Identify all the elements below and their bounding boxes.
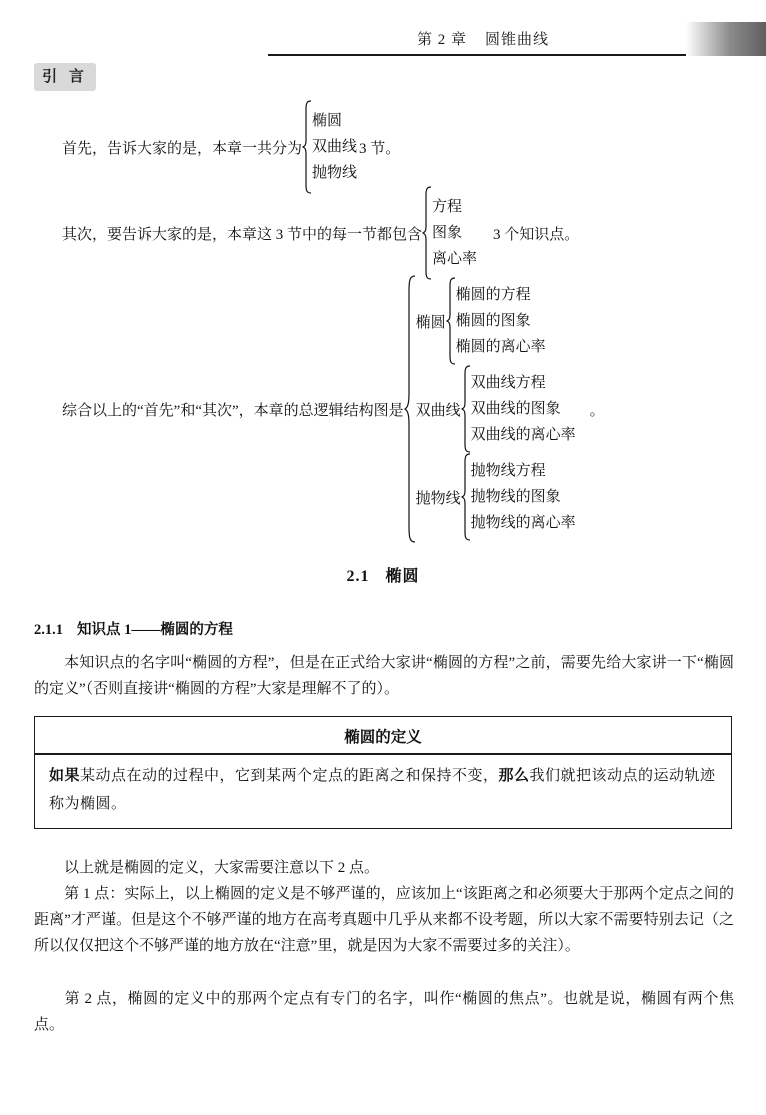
list-item: 椭圆的图象 — [455, 313, 531, 329]
definition-body-end: 我们就把该动点的运动轨迹称为椭圆。 — [49, 767, 716, 812]
list-item: 椭圆的方程 — [455, 287, 531, 303]
intro-line-1-tail: 3 节。 — [359, 140, 401, 157]
group-hyperbola-label: 双曲线 — [415, 402, 461, 419]
subsection-number: 2.1.1 — [34, 622, 63, 638]
definition-keyword-if: 如果 — [49, 767, 81, 784]
paragraph-2-text: 以上就是椭圆的定义，大家需要注意以下 2 点。 — [64, 860, 380, 876]
intro-line-3-groups — [416, 277, 576, 541]
group-parabola — [416, 453, 576, 541]
intro-line-2-items — [432, 194, 477, 272]
paragraph-2 — [34, 855, 734, 881]
intro-line-3 — [62, 275, 605, 543]
list-item: 离心率 — [432, 251, 478, 267]
definition-keyword-then: 那么 — [498, 767, 530, 784]
list-item: 抛物线方程 — [470, 463, 546, 479]
intro-line-1-items — [312, 108, 357, 186]
subsection-name: 知识点 1——椭圆的方程 — [77, 622, 233, 638]
intro-line-2-lead: 其次，要告诉大家的是，本章这 3 节中的每一节都包含 — [62, 226, 423, 243]
paragraph-3 — [34, 881, 734, 959]
list-item: 双曲线方程 — [470, 375, 546, 391]
brace-icon — [461, 453, 471, 541]
list-item: 椭圆的离心率 — [455, 339, 546, 355]
paragraph-3-text: 第 1 点：实际上，以上椭圆的定义是不够严谨的，应该加上“该距离之和必须要大于那两个定点之间的距离”才严谨。但是这个不够严谨的地方在高考真题中几乎从来都不设考题，所以大家不需要特别去记（之所以仅仅把这个不够严谨的地方放在“注意”里，就是因为大家不需要过多的关注）。 — [34, 886, 734, 954]
section-heading — [0, 563, 766, 586]
intro-line-1 — [62, 100, 400, 194]
list-item: 图象 — [432, 225, 463, 241]
group-parabola-label: 抛物线 — [415, 490, 461, 507]
intro-tag: 引 言 — [34, 63, 96, 91]
paragraph-1 — [34, 650, 734, 702]
definition-body-mid: 某动点在动的过程中，它到某两个定点的距离之和保持不变， — [80, 767, 499, 784]
list-item: 方程 — [432, 199, 463, 215]
list-item: 双曲线 — [312, 139, 358, 155]
section-name: 椭圆 — [385, 568, 420, 585]
intro-line-2-tail: 3 个知识点。 — [493, 226, 580, 243]
paragraph-1-text: 本知识点的名字叫“椭圆的方程”，但是在正式给大家讲“椭圆的方程”之前，需要先给大家讲一下“椭圆的定义”（否则直接讲“椭圆的方程”大家是理解不了的）。 — [34, 655, 734, 697]
group-hyperbola-items — [471, 370, 576, 448]
group-parabola-items — [471, 458, 576, 536]
header-chapter-name: 圆锥曲线 — [485, 32, 550, 48]
definition-title: 椭圆的定义 — [344, 729, 422, 746]
section-number: 2.1 — [346, 568, 370, 585]
subsection-heading — [34, 618, 233, 639]
list-item: 双曲线的图象 — [470, 401, 561, 417]
intro-line-2 — [62, 186, 579, 280]
brace-icon — [422, 186, 432, 280]
list-item: 双曲线的离心率 — [470, 427, 576, 443]
list-item: 抛物线的离心率 — [470, 515, 576, 531]
group-hyperbola — [416, 365, 576, 453]
group-ellipse — [416, 277, 576, 365]
header-rule — [268, 54, 698, 56]
header-chapter-title — [268, 28, 698, 49]
paragraph-4-text: 第 2 点，椭圆的定义中的那两个定点有专门的名字，叫作“椭圆的焦点”。也就是说，椭圆有两个焦点。 — [34, 991, 734, 1033]
list-item: 抛物线 — [312, 165, 358, 181]
definition-body — [35, 755, 731, 828]
group-ellipse-label: 椭圆 — [415, 314, 446, 331]
list-item: 椭圆 — [312, 113, 343, 129]
group-ellipse-items — [456, 282, 546, 360]
brace-icon — [446, 277, 456, 365]
definition-box — [34, 716, 732, 829]
intro-line-3-tail: 。 — [589, 402, 605, 419]
header-chapter-number: 第 2 章 — [416, 32, 467, 48]
brace-icon — [461, 365, 471, 453]
header-corner-block — [686, 22, 766, 56]
brace-icon — [302, 100, 312, 194]
paragraph-4 — [34, 986, 734, 1038]
intro-line-3-lead: 综合以上的“首先”和“其次”，本章的总逻辑结构图是 — [62, 402, 404, 419]
list-item: 抛物线的图象 — [470, 489, 561, 505]
intro-line-1-lead: 首先，告诉大家的是，本章一共分为 — [62, 140, 303, 157]
brace-icon — [404, 275, 416, 543]
page-header — [0, 14, 766, 54]
